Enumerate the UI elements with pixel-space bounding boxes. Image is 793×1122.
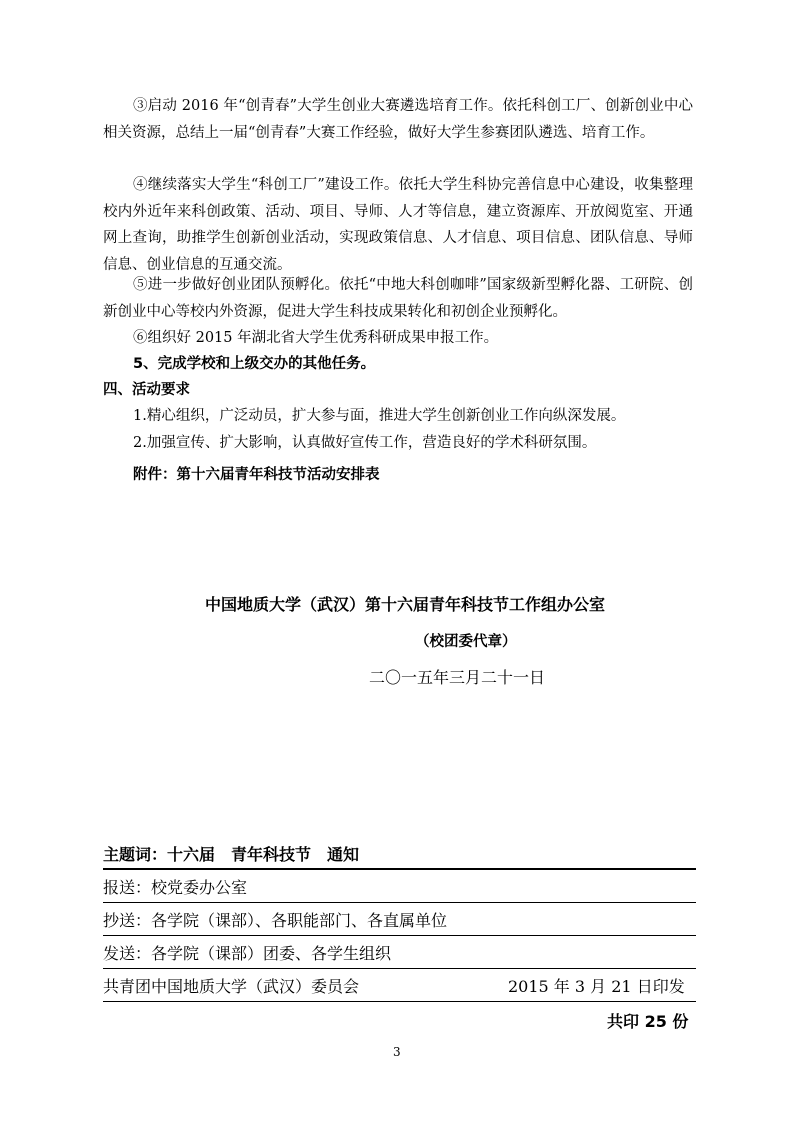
- keywords-line: 主题词：十六届 青年科技节 通知: [103, 845, 360, 864]
- item-5-paragraph: ⑤进一步做好创业团队预孵化。依托“中地大科创咖啡”国家级新型孵化器、工研院、创新创业中心等校内外资源，促进大学生科技成果转化和初创企业预孵化。: [103, 277, 693, 320]
- requirement-2: 2.加强宣传、扩大影响，认真做好宣传工作，营造良好的学术科研氛围。: [133, 435, 597, 451]
- signature-date: 二〇一五年三月二十一日: [369, 668, 546, 687]
- item-6-paragraph: ⑥组织好 2015 年湖北省大学生优秀科研成果申报工作。: [133, 330, 499, 346]
- footer-divider-1: [103, 902, 696, 903]
- copy-to-line: 抄送：各学院（课部）、各职能部门、各直属单位: [103, 911, 448, 930]
- issuer-line: 共青团中国地质大学（武汉）委员会: [103, 977, 360, 996]
- attachment-note: 附件：第十六届青年科技节活动安排表: [133, 467, 380, 483]
- issuing-office: 中国地质大学（武汉）第十六届青年科技节工作组办公室: [205, 595, 606, 614]
- page-number: 3: [393, 1045, 401, 1059]
- send-to-line: 发送：各学院（课部）团委、各学生组织: [103, 944, 392, 963]
- item-4-paragraph: ④继续落实大学生“科创工厂”建设工作。依托大学生科协完善信息中心建设，收集整理校内外近年来科创政策、活动、项目、导师、人才等信息，建立资源库、开放阅览室、开通网上查询，助推学生创新创业活动，实现政策信息、人才信息、项目信息、团队信息、导师信息、创业信息的互通交流。: [103, 177, 693, 273]
- issue-date-line: 2015 年 3 月 21 日印发: [508, 977, 685, 996]
- seal-note: （校团委代章）: [415, 634, 517, 650]
- copies-count: 共印 25 份: [607, 1012, 689, 1031]
- item-3-paragraph: ③启动 2016 年“创青春”大学生创业大赛遴选培育工作。依托科创工厂、创新创业中心相关资源，总结上一届“创青春”大赛工作经验，做好大学生参赛团队遴选、培育工作。: [103, 98, 693, 141]
- footer-divider-3: [103, 968, 696, 969]
- footer-divider-top: [103, 868, 696, 870]
- report-to-line: 报送：校党委办公室: [103, 878, 248, 897]
- footer-divider-4: [103, 1001, 696, 1002]
- task-5-heading: 5、完成学校和上级交办的其他任务。: [133, 356, 376, 372]
- section-4-heading: 四、活动要求: [103, 382, 190, 398]
- requirement-1: 1.精心组织，广泛动员，扩大参与面，推进大学生创新创业工作向纵深发展。: [133, 408, 626, 424]
- footer-divider-2: [103, 935, 696, 936]
